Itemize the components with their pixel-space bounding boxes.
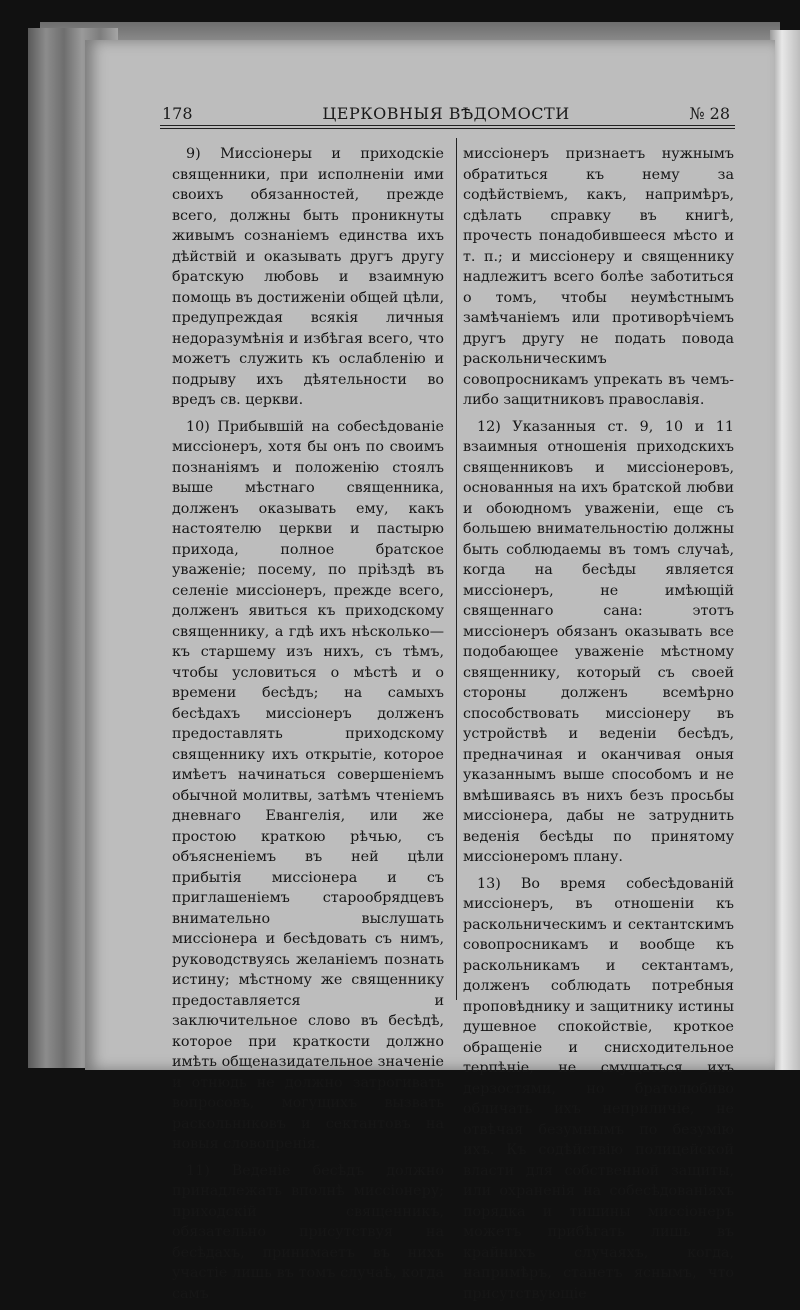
- paragraph-13: 13) Во время собесѣдованій миссіонеръ, въ отношеніи къ раскольническимъ и сектантскимъ совопросникамъ и вообще къ раскольникамъ и сектантамъ, долженъ соблюдать потребныя проповѣднику и защитнику истины душевное спокойствіе, кроткое обращеніе и снисходительное терпѣніе, не смущаться ихъ дерзостями, но братолюбиво обличать ихъ неприличіе, не отвѣчая безумнымъ по безумію ихъ. Къ содѣйствію полицейской власти для собственной защиты, или охраненія на собесѣдованіяхъ порядка и тишины миссіонеръ можетъ прибѣгать лишь въ крайнихъ случаяхъ, когда, напримѣръ, станетъ яснымъ, что присутствующіе: [463, 875, 734, 1302]
- paragraph-11: 11) Веденіе бесѣдъ должно принадлежать вполнѣ миссіонеру; приходскій священникъ, обязательно присутствуя на бесѣдахъ, принимаетъ въ нихъ участіе лишь въ томъ случаѣ, когда самъ: [172, 1162, 444, 1302]
- left-column: [172, 144, 444, 1310]
- page-number: 178: [162, 104, 193, 123]
- header-rule: [160, 125, 735, 126]
- issue-number: № 28: [689, 104, 730, 123]
- right-column: [463, 144, 734, 1310]
- column-divider: [456, 138, 457, 1000]
- paragraph-11-continued: миссіонеръ признаетъ нужнымъ обратиться къ нему за содѣйствіемъ, какъ, напримѣръ, сдѣлать справку въ книгѣ, прочесть понадобившееся мѣсто и т. п.; и миссіонеру и священнику надлежитъ всего болѣе заботиться о томъ, чтобы неумѣстнымъ замѣчаніемъ или противорѣчіемъ другъ другу не подать повода раскольническимъ совопросникамъ упрекать въ чемъ-либо защитниковъ православія.: [463, 146, 734, 408]
- paragraph-12: 12) Указанныя ст. 9, 10 и 11 взаимныя отношенія приходскихъ священниковъ и миссіонеровъ, основанныя на ихъ братской любви и обоюдномъ уваженіи, еще съ большею внимательностію должны быть соблюдаемы въ томъ случаѣ, когда на бесѣды является миссіонеръ, не имѣющій священнаго сана: этотъ миссіонеръ обязанъ оказывать все подобающее уваженіе мѣстному священнику, который съ своей стороны долженъ всемѣрно способствовать миссіонеру въ устройствѣ и веденіи бесѣдъ, предначиная и оканчивая оныя указаннымъ выше способомъ и не вмѣшиваясь въ нихъ безъ просьбы миссіонера, дабы не затруднить веденія бесѣды по принятому миссіонеромъ плану.: [463, 418, 734, 865]
- journal-title: ЦЕРКОВНЫЯ ВѢДОМОСТИ: [322, 104, 570, 123]
- paragraph-10: 10) Прибывшій на собесѣдованіе миссіонеръ, хотя бы онъ по своимъ познаніямъ и положенію стоялъ выше мѣстнаго священника, долженъ оказывать ему, какъ настоятелю церкви и пастырю прихода, полное братское уваженіе; посему, по пріѣздѣ въ селеніе миссіонеръ, прежде всего, долженъ явиться къ приходскому священнику, а гдѣ ихъ нѣсколько—къ старшему изъ нихъ, съ тѣмъ, чтобы условиться о мѣстѣ и о времени бесѣдъ; на самыхъ бесѣдахъ миссіонеръ долженъ предоставлять приходскому священнику ихъ открытіе, которое имѣетъ начинаться совершеніемъ обычной молитвы, затѣмъ чтеніемъ дневнаго Евангелія, или же простою краткою рѣчью, съ объясненіемъ въ ней цѣли прибытія миссіонера и съ приглашеніемъ старообрядцевъ внимательно выслушать миссіонера и бесѣдовать съ нимъ, руководствуясь желаніемъ познать истину; мѣстному же священнику предоставляется и заключительное слово въ бесѣдѣ, которое при краткости должно имѣть общеназидательное значеніе и отнюдь не должно затрогивать вопросовъ, могущихъ вызвать раскольниковъ и сектантовъ на новыя словопренія.: [172, 418, 444, 1152]
- paragraph-9: 9) Миссіонеры и приходскіе священники, при исполненіи ими своихъ обязанностей, прежде всего, должны быть проникнуты живымъ сознаніемъ единства ихъ дѣйствій и оказывать другъ другу братскую любовь и взаимную помощь въ достиженіи общей цѣли, предупреждая всякія личныя недоразумѣнія и избѣгая всего, что можетъ служить къ ослабленію и подрыву ихъ дѣятельности во вредъ св. церкви.: [172, 146, 444, 408]
- running-header: [162, 104, 730, 126]
- header-rule-double: [160, 128, 735, 129]
